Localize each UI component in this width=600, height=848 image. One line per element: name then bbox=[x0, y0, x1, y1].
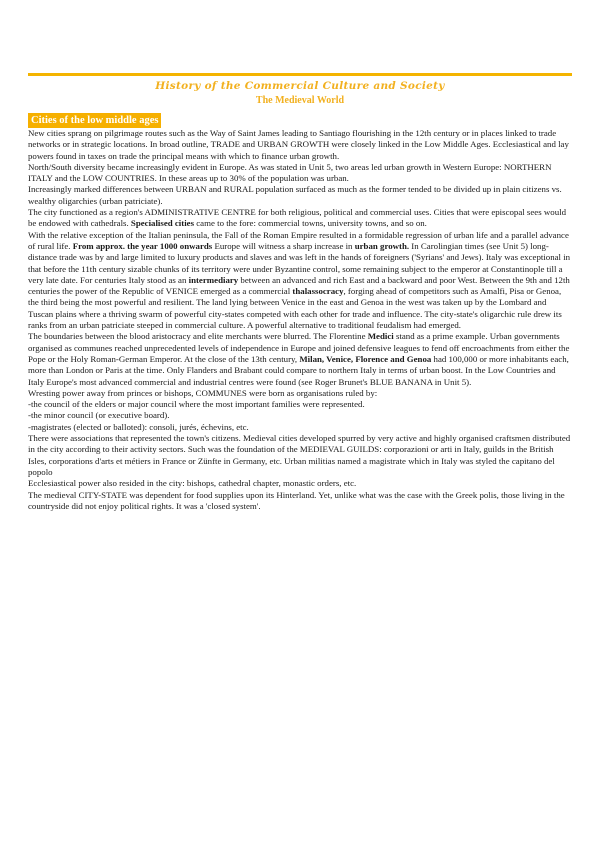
paragraph bbox=[28, 207, 572, 230]
text-run: North/South diversity became increasingly evident in Europe. As was stated in Unit 5, two areas led urban growth in Western Europe: NORTHERN ITALY and the LOW COUNTRIES. In these areas up to 30% of the population was urban. bbox=[28, 161, 552, 184]
paragraph bbox=[28, 184, 572, 207]
paragraph bbox=[28, 388, 572, 399]
text-run: Increasingly marked differences between URBAN and RURAL population surfaced as much as the former tended to be divided up in plain citizens vs. wealthy oligarchies (urban patriciate). bbox=[28, 184, 562, 206]
text-run: The medieval CITY-STATE was dependent for food supplies upon its Hinterland. Yet, unlike what was the case with the Greek polis, those living in the countryside did not enjoy political rights. It was a 'closed system'. bbox=[28, 489, 565, 511]
paragraph bbox=[28, 478, 572, 489]
text-run: The boundaries between the blood aristocracy and elite merchants were blurred. The Florentine bbox=[28, 331, 368, 342]
text-run: stand as a prime example. Urban governments organised as communes reached unprecedented levels of independence in Europe and joined defensive leagues to fend off encroachments from either the Pope or the Holy Roman-German Emperor. At the close of the 13th century, bbox=[28, 331, 570, 364]
bold-text: intermediary bbox=[188, 274, 239, 285]
text-run: The city functioned as a region's ADMINISTRATIVE CENTRE for both religious, political and commercial uses. Cities that were episcopal sees would be endowed with cathedrals. bbox=[28, 207, 566, 229]
paragraph bbox=[28, 490, 572, 513]
text-run: -magistrates (elected or balloted): consoli, jurés, échevins, etc. bbox=[28, 421, 249, 432]
paragraph bbox=[28, 399, 572, 410]
text-run: With the relative exception of the Italian peninsula, the Fall of the Roman Empire resulted in a formidable regression of urban life and a parallel advance of rural life. bbox=[28, 229, 569, 251]
text-run: between an advanced and rich East and a backward and poor West. Between the 9th and 12th centuries the power of the Republic of VENICE emerged as a commercial bbox=[28, 274, 570, 297]
text-run: had 100,000 or more inhabitants each, more than London or Paris at the time. Only Flanders and Brabant could compare to northern Italy in terms of urban boost. In the Low Countries and Italy Europe's most advanced commercial and industrial centres were found (see Roger Brunet's BLUE BANANA in Unit 5). bbox=[28, 353, 569, 387]
text-run: Wresting power away from princes or bishops, COMMUNES were born as organisations ruled by: bbox=[28, 387, 378, 398]
paragraph bbox=[28, 422, 572, 433]
section-heading: Cities of the low middle ages bbox=[28, 113, 161, 128]
text-run: , forging ahead of competitors such as Amalfi, Pisa or Genoa, the third being the most powerful and resilient. The land lying between Venice in the east and Genoa in the west was taken up by the Lombard and Tuscan plains where a thriving swarm of powerful city-states competed with each other for trade and influence. The city-state's oligarchic rule drew its ranks from an urban patriciate steeped in commercial culture. A powerful alternative to traditional feudalism had emerged. bbox=[28, 286, 562, 331]
text-run: In Carolingian times (see Unit 5) long-distance trade was by and large limited to luxury products and slaves and was left in the hands of foreigners ('Syrians' and Jews). Italy was exceptional in that before the 11th century sizable chunks of its territory were under Byzantine control, some remaining subject to the emperor at Constantinople till a very late date. For centuries Italy stood as an bbox=[28, 240, 571, 285]
paragraph bbox=[28, 230, 572, 332]
document-subtitle: The Medieval World bbox=[255, 95, 345, 106]
text-run: Ecclesiastical power also resided in the city: bishops, cathedral chapter, monastic orders, etc. bbox=[28, 478, 357, 489]
paragraph bbox=[28, 410, 572, 421]
text-run: There were associations that represented the town's citizens. Medieval cities developed spurred by very active and highly organised craftsmen distributed in the city according to their activity sectors. Such was the foundation of the MEDIEVAL GUILDS: corporazioni or arti in Italy, guilds in the British Isles, corporations d'arts et métiers in France or Zünfte in Germany, etc. Urban militias named a magistrate which in Italy was styled the capitano del popolo bbox=[28, 433, 571, 477]
body-text bbox=[28, 128, 572, 512]
paragraph bbox=[28, 331, 572, 387]
text-run: New cities sprang on pilgrimage routes such as the Way of Saint James leading to Santiago flourishing in the 12th century or in places linked to trade networks or in strategic locations. In broad outline, TRADE and URBAN GROWTH were closely linked in the Low Middle Ages. Ecclesiastical and lay powers found in taxes on trade the principal means with which to finance urban growth. bbox=[28, 128, 569, 161]
bold-text: Medici bbox=[367, 331, 394, 342]
paragraph bbox=[28, 128, 572, 162]
text-run: came to the fore: commercial towns, university towns, and so on. bbox=[194, 218, 427, 229]
bold-text: urban growth. bbox=[354, 240, 410, 251]
text-run: Europe will witness a sharp increase in bbox=[212, 240, 355, 251]
paragraph bbox=[28, 433, 572, 478]
text-run: -the minor council (or executive board). bbox=[28, 410, 170, 421]
bold-text: thalassocracy bbox=[292, 286, 344, 297]
header-rule bbox=[28, 73, 572, 76]
bold-text: Milan, Venice, Florence and Genoa bbox=[299, 353, 432, 364]
document-title: History of the Commercial Culture and Society bbox=[155, 80, 445, 92]
paragraph bbox=[28, 162, 572, 185]
bold-text: Specialised cities bbox=[130, 218, 195, 229]
bold-text: From approx. the year 1000 onwards bbox=[72, 240, 213, 251]
text-run: -the council of the elders or major council where the most important families were represented. bbox=[28, 399, 365, 410]
